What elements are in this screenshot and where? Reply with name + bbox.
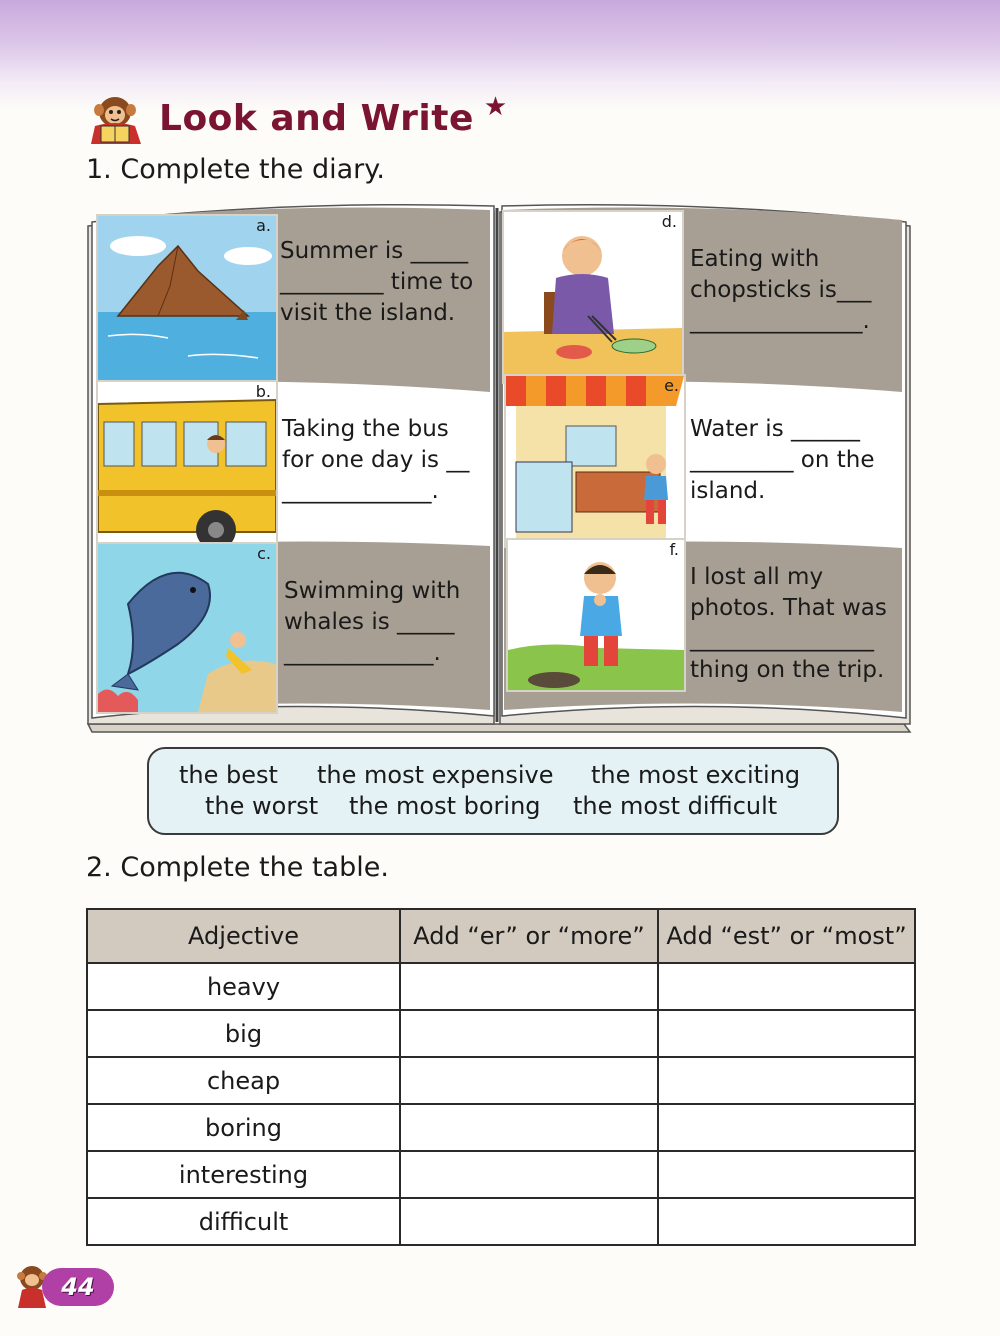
table-header: Add “er” or “more” xyxy=(400,909,658,963)
word-option: the most expensive xyxy=(317,761,554,789)
superlative-blank[interactable] xyxy=(658,1057,915,1104)
monkey-reading-icon xyxy=(85,90,147,146)
adjective-table xyxy=(86,908,916,1246)
word-option: the most difficult xyxy=(573,792,778,820)
superlative-blank[interactable] xyxy=(658,1198,915,1245)
word-option: the most exciting xyxy=(591,761,801,789)
superlative-blank[interactable] xyxy=(658,963,915,1010)
bus-icon xyxy=(98,382,276,550)
island-icon xyxy=(98,216,276,386)
adjective-cell: boring xyxy=(87,1104,400,1151)
panel-d-picture xyxy=(502,210,684,384)
comparative-blank[interactable] xyxy=(400,963,658,1010)
panel-b-picture xyxy=(96,380,278,552)
table-header: Adjective xyxy=(87,909,400,963)
word-option: the best xyxy=(179,761,278,789)
instruction-2: 2. Complete the table. xyxy=(86,852,389,883)
word-option: the worst xyxy=(205,792,319,820)
panel-a-text: Summer is _____ _________ time to visit the island. xyxy=(280,238,474,326)
comparative-blank[interactable] xyxy=(400,1198,658,1245)
panel-f-letter: f. xyxy=(669,540,679,559)
table-row xyxy=(87,1010,915,1057)
whale-icon xyxy=(98,544,276,712)
page-number: 44 xyxy=(42,1268,114,1306)
adjective-cell: big xyxy=(87,1010,400,1057)
table-row xyxy=(87,1151,915,1198)
superlative-blank[interactable] xyxy=(658,1151,915,1198)
superlative-blank[interactable] xyxy=(658,1104,915,1151)
table-header: Add “est” or “most” xyxy=(658,909,915,963)
word-bank xyxy=(147,747,839,835)
table-row xyxy=(87,1198,915,1245)
table-row xyxy=(87,1057,915,1104)
panel-d-text: Eating with chopsticks is___ _______________. xyxy=(690,246,872,334)
table-header-row xyxy=(87,909,915,963)
star-icon: ★ xyxy=(483,92,508,122)
table-row xyxy=(87,1104,915,1151)
comparative-blank[interactable] xyxy=(400,1010,658,1057)
comparative-blank[interactable] xyxy=(400,1057,658,1104)
page-number-area xyxy=(12,1262,104,1310)
comparative-blank[interactable] xyxy=(400,1104,658,1151)
chopsticks-boy-icon xyxy=(504,212,682,382)
adjective-cell: heavy xyxy=(87,963,400,1010)
heading-title: Look and Write xyxy=(159,97,474,139)
adjective-cell: interesting xyxy=(87,1151,400,1198)
superlative-blank[interactable] xyxy=(658,1010,915,1057)
panel-a-letter: a. xyxy=(256,216,271,235)
panel-f-picture xyxy=(506,538,686,692)
instruction-1: 1. Complete the diary. xyxy=(86,154,385,185)
adjective-cell: difficult xyxy=(87,1198,400,1245)
shop-icon xyxy=(506,376,684,546)
panel-a-picture xyxy=(96,214,278,388)
panel-e-picture xyxy=(504,374,686,548)
panel-b-text: Taking the bus for one day is __ _____________. xyxy=(282,416,470,504)
section-heading xyxy=(85,88,507,148)
panel-f-text: I lost all my photos. That was ________________ thing on the trip. xyxy=(690,564,887,683)
panel-d-letter: d. xyxy=(661,212,677,231)
panel-c-picture xyxy=(96,542,278,714)
panel-e-letter: e. xyxy=(664,376,679,395)
adjective-cell: cheap xyxy=(87,1057,400,1104)
panel-b-letter: b. xyxy=(255,382,271,401)
comparative-blank[interactable] xyxy=(400,1151,658,1198)
panel-c-letter: c. xyxy=(257,544,271,563)
panel-c-text: Swimming with whales is _____ _____________. xyxy=(284,578,461,666)
word-option: the most boring xyxy=(349,792,541,820)
table-row xyxy=(87,963,915,1010)
sad-boy-icon xyxy=(508,540,684,690)
panel-e-text: Water is ______ _________ on the island. xyxy=(690,416,875,504)
